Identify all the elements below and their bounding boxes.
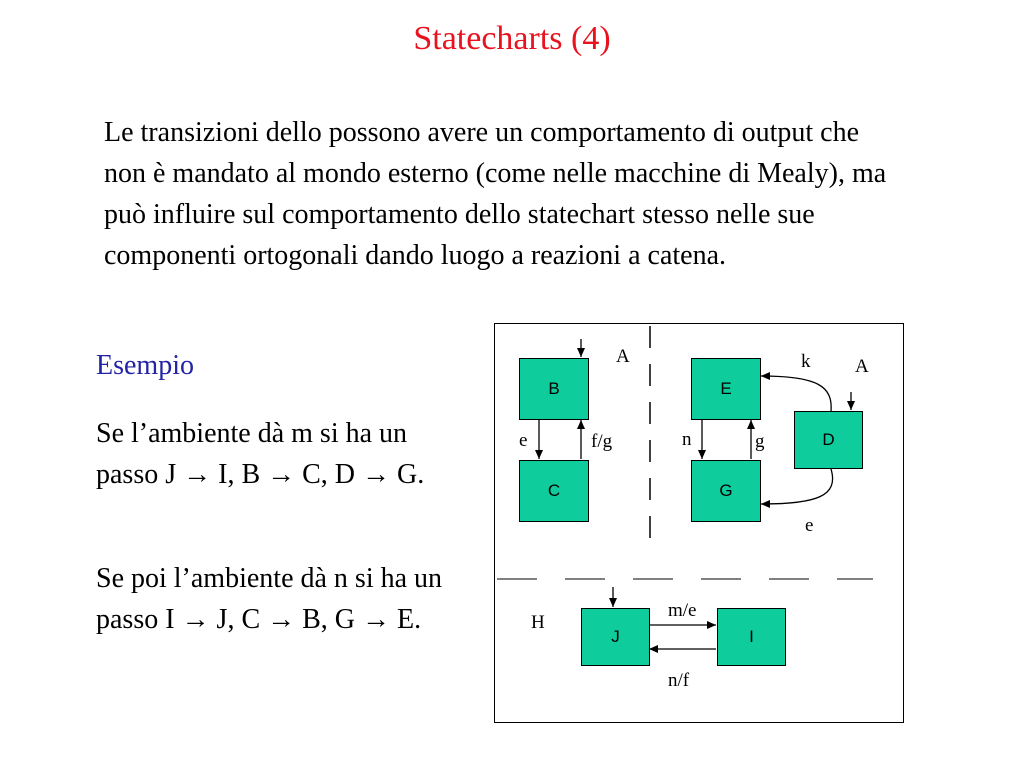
transition-d-to-g xyxy=(761,469,833,504)
slide-title: Statecharts (4) xyxy=(413,20,611,57)
label-transition-g-e: g xyxy=(755,431,765,452)
state-c: C xyxy=(519,460,589,522)
transition-d-to-e xyxy=(761,376,831,411)
label-transition-b-c: e xyxy=(519,430,528,451)
label-transition-d-e: k xyxy=(801,351,811,372)
label-transition-e-g: n xyxy=(682,429,692,450)
label-transition-j-i: m/e xyxy=(668,600,697,621)
example-heading: Esempio xyxy=(96,350,194,381)
state-g: G xyxy=(691,460,761,522)
statechart-diagram xyxy=(494,323,904,723)
intro-paragraph: Le transizioni dello possono avere un comportamento di output che non è mandato al mondo esterno (come nelle macchine di Mealy), ma può influire sul comportamento dello statechart stesso nelle sue componenti ortogonali dando luogo a reazioni a catena. xyxy=(104,117,887,271)
label-transition-c-b: f/g xyxy=(591,431,613,452)
state-i: I xyxy=(717,608,786,666)
label-superstate-right: A xyxy=(855,356,869,377)
state-b: B xyxy=(519,358,589,420)
label-superstate-bottom: H xyxy=(531,612,545,633)
state-j: J xyxy=(581,608,650,666)
label-superstate-left: A xyxy=(616,346,630,367)
state-e: E xyxy=(691,358,761,420)
state-d: D xyxy=(794,411,863,469)
example-paragraph-2: Se poi l’ambiente dà n si ha un passo I → J, C → B, G → E. xyxy=(96,563,443,635)
example-paragraph-1: Se l’ambiente dà m si ha un passo J → I, B → C, D → G. xyxy=(96,418,425,490)
label-transition-i-j: n/f xyxy=(668,670,690,691)
label-transition-d-g: e xyxy=(805,515,814,536)
